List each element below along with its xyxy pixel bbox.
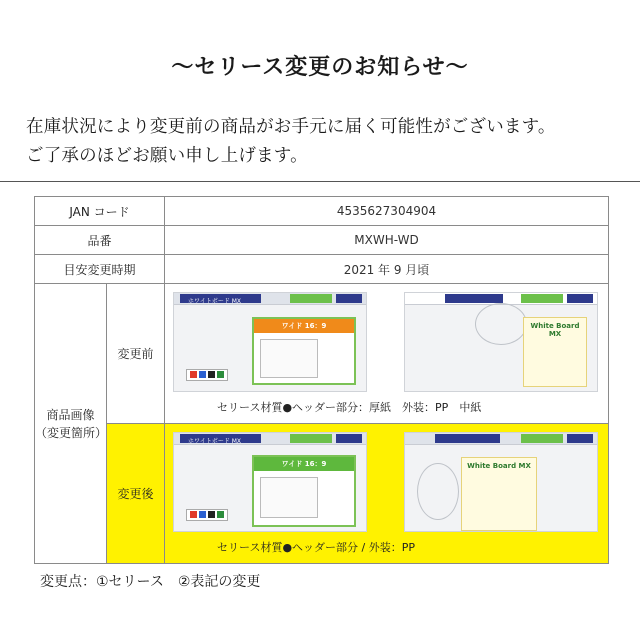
after-caption: セリース材質●ヘッダー部分 / 外装：PP xyxy=(217,541,416,554)
marker-set xyxy=(186,369,228,381)
before-front-image xyxy=(173,292,367,392)
insert-band: ワイド 16：9 xyxy=(254,319,354,333)
notice-text xyxy=(26,113,626,171)
after-front-image xyxy=(173,432,367,532)
jan-label: JAN コード xyxy=(35,197,165,226)
page-title: 〜セリース変更のお知らせ〜 xyxy=(171,55,469,80)
header-size-tag xyxy=(521,434,563,443)
before-images xyxy=(165,284,609,424)
black-marker xyxy=(208,511,215,518)
header-size-tag xyxy=(290,294,332,303)
header-title-bar xyxy=(445,294,503,303)
blue-marker xyxy=(199,511,206,518)
table-row xyxy=(35,255,609,284)
change-timing-label: 目安変更時期 xyxy=(35,255,165,284)
after-back-image xyxy=(404,432,598,532)
brand-logo xyxy=(567,294,593,303)
insert-board-illustration xyxy=(260,477,318,518)
marker-set xyxy=(186,509,228,521)
after-label: 変更後 xyxy=(107,424,165,564)
back-info-card xyxy=(523,317,587,387)
product-image-label-line-1: 商品画像 xyxy=(46,407,95,422)
table-row xyxy=(35,284,609,424)
green-marker xyxy=(217,371,224,378)
package-header xyxy=(405,433,597,445)
board-front xyxy=(173,432,367,532)
brand-logo xyxy=(336,434,362,443)
table-row xyxy=(35,226,609,255)
board-back xyxy=(404,432,598,532)
part-number-value: MXWH-WD xyxy=(165,226,609,255)
board-front xyxy=(173,292,367,392)
before-label: 変更前 xyxy=(107,284,165,424)
change-timing-value: 2021 年 9 月頃 xyxy=(165,255,609,284)
header-text: ホワイトボード MX xyxy=(188,298,242,305)
package-header xyxy=(174,433,366,445)
brand-logo xyxy=(567,434,593,443)
red-marker xyxy=(190,511,197,518)
black-marker xyxy=(208,371,215,378)
header-size-tag xyxy=(290,434,332,443)
hanging-cord xyxy=(417,463,459,520)
board-back xyxy=(404,292,598,392)
notice-line-2: ご了承のほどお願い申し上げます。 xyxy=(26,146,308,166)
brand-logo xyxy=(336,294,362,303)
table-row xyxy=(35,424,609,564)
product-image-label xyxy=(35,284,107,564)
part-number-label: 品番 xyxy=(35,226,165,255)
header-title-bar xyxy=(435,434,500,443)
back-card-title: White Board MX xyxy=(467,462,531,470)
insert-board-illustration xyxy=(260,339,318,378)
blue-marker xyxy=(199,371,206,378)
divider xyxy=(0,181,640,182)
insert-band: ワイド 16：9 xyxy=(254,457,354,471)
spec-table xyxy=(34,196,609,564)
table-row xyxy=(35,197,609,226)
header-size-tag xyxy=(521,294,563,303)
jan-value: 4535627304904 xyxy=(165,197,609,226)
before-back-image xyxy=(404,292,598,392)
package-insert xyxy=(252,317,356,385)
hanging-cord xyxy=(475,303,527,345)
back-card-title: White Board MX xyxy=(530,322,580,338)
header-text: ホワイトボード MX xyxy=(188,438,242,445)
notice-line-1: 在庫状況により変更前の商品がお手元に届く可能性がございます。 xyxy=(26,117,556,137)
change-points: 変更点：①セリース ②表記の変更 xyxy=(40,574,261,590)
header-title-bar xyxy=(180,434,261,443)
back-info-card xyxy=(461,457,537,531)
package-header xyxy=(174,293,366,305)
green-marker xyxy=(217,511,224,518)
product-image-label-line-2: （変更箇所） xyxy=(35,425,108,440)
header-title-bar xyxy=(180,294,261,303)
before-caption: セリース材質●ヘッダー部分：厚紙 外装：PP 中紙 xyxy=(217,401,482,414)
package-insert xyxy=(252,455,356,527)
after-images xyxy=(165,424,609,564)
red-marker xyxy=(190,371,197,378)
